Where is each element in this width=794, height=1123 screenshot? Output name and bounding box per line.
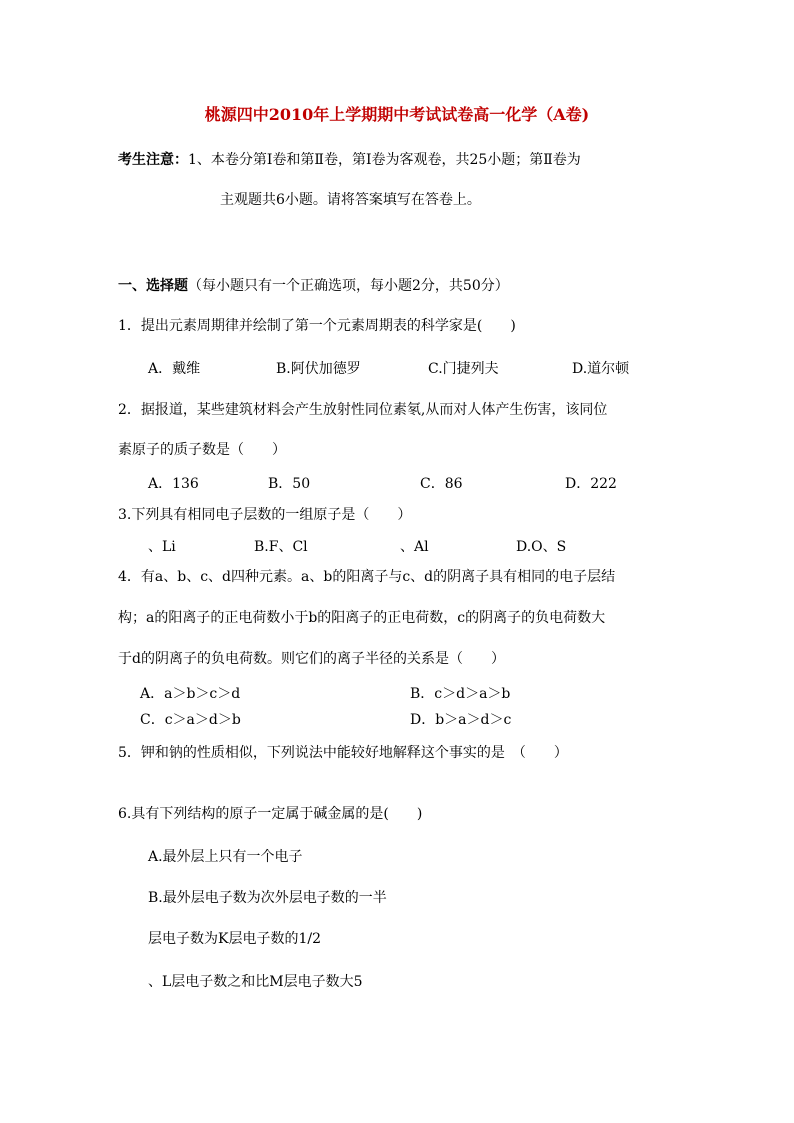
question-2-option-b: B．50 bbox=[268, 476, 311, 492]
notice-label: 考生注意： bbox=[118, 152, 188, 168]
question-5-stem: 5．钾和钠的性质相似，下列说法中能较好地解释这个事实的是 （ ） bbox=[118, 745, 568, 761]
question-3-option-b: B.F、Cl bbox=[254, 539, 308, 555]
question-1-option-c: C.门捷列夫 bbox=[428, 361, 499, 377]
question-6-stem: 6.具有下列结构的原子一定属于碱金属的是( ) bbox=[118, 806, 423, 822]
question-1-option-b: B.阿伏加德罗 bbox=[276, 361, 361, 377]
question-3-option-a: 、Li bbox=[148, 539, 176, 555]
question-2-stem-line-2: 素原子的质子数是（ ） bbox=[118, 442, 286, 458]
question-1-option-d: D.道尔顿 bbox=[572, 361, 630, 377]
question-6-option-d: 、L层电子数之和比M层电子数大5 bbox=[148, 974, 363, 990]
page-title: 桃源四中2010年上学期期中考试试卷高一化学（A卷) bbox=[204, 105, 590, 124]
question-1-stem: 1．提出元素周期律并绘制了第一个元素周期表的科学家是( ) bbox=[118, 318, 516, 334]
question-4-stem-line-3: 于d的阴离子的负电荷数。则它们的离子半径的关系是（ ） bbox=[118, 651, 505, 667]
question-2-stem-line-1: 2．据报道，某些建筑材料会产生放射性同位素氡,从而对人体产生伤害，该同位 bbox=[118, 402, 608, 418]
question-4-option-a: A．a＞b＞c＞d bbox=[140, 686, 241, 702]
question-2-option-a: A．136 bbox=[148, 476, 199, 492]
question-4-stem-line-1: 4．有a、b、c、d四种元素。a、b的阳离子与c、d的阴离子具有相同的电子层结 bbox=[118, 569, 616, 585]
question-4-option-c: C．c＞a＞d＞b bbox=[140, 712, 241, 728]
notice-line-1 bbox=[118, 150, 581, 170]
question-4-stem-line-2: 构；a的阳离子的正电荷数小于b的阳离子的正电荷数，c的阴离子的负电荷数大 bbox=[118, 610, 606, 626]
question-1-option-a: A．戴维 bbox=[148, 361, 201, 377]
question-2-option-d: D．222 bbox=[565, 476, 617, 492]
question-6-option-a: A.最外层上只有一个电子 bbox=[148, 849, 303, 865]
question-3-option-d: D.O、S bbox=[516, 539, 567, 555]
notice-text-1: 1、本卷分第Ⅰ卷和第Ⅱ卷，第Ⅰ卷为客观卷，共25小题；第Ⅱ卷为 bbox=[188, 152, 581, 168]
section-heading bbox=[118, 276, 509, 296]
notice-line-2: 主观题共6小题。请将答案填写在答卷上。 bbox=[220, 192, 481, 208]
question-4-option-d: D．b＞a＞d＞c bbox=[410, 712, 512, 728]
question-6-option-b: B.最外层电子数为次外层电子数的一半 bbox=[148, 890, 387, 906]
question-2-option-c: C．86 bbox=[420, 476, 463, 492]
question-4-option-b: B．c＞d＞a＞b bbox=[410, 686, 511, 702]
question-3-stem: 3.下列具有相同电子层数的一组原子是（ ） bbox=[118, 507, 412, 523]
section-note: （每小题只有一个正确选项，每小题2分，共50分） bbox=[188, 278, 509, 294]
section-title: 一、选择题 bbox=[118, 278, 188, 294]
question-6-option-c: 层电子数为K层电子数的1/2 bbox=[148, 931, 321, 947]
question-3-option-c: 、Al bbox=[400, 539, 429, 555]
